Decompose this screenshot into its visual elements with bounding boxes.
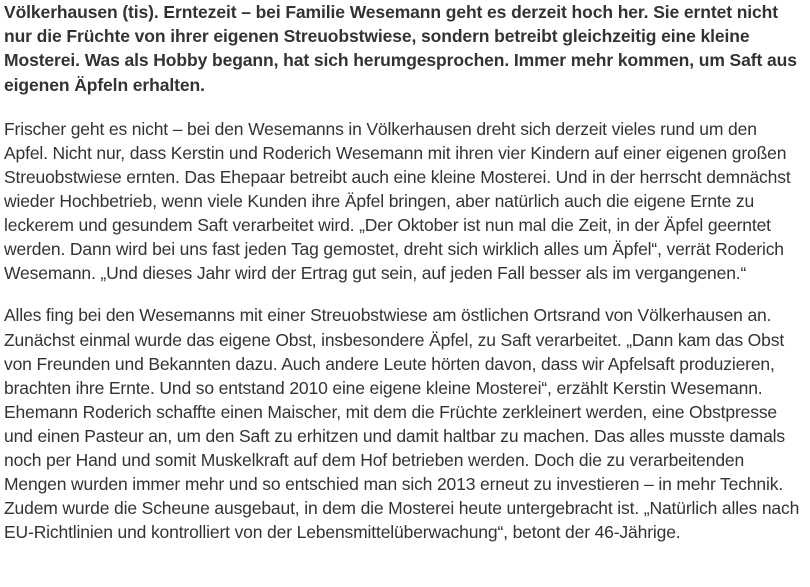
article-paragraph-1: Frischer geht es nicht – bei den Wesemanns in Völkerhausen dreht sich derzeit vieles rund um den Apfel. Nicht nur, dass Kerstin und Roderich Wesemann mit ihren vier Kindern auf einer eigenen großen Streuobstwiese ernten. Das Ehepaar betreibt auch eine kleine Mosterei. Und in der herrscht demnächst wieder Hochbetrieb, wenn viele Kunden ihre Äpfel bringen, aber natürlich auch die eigene Ernte zu leckerem und gesundem Saft verarbeitet wird. „Der Oktober ist nun mal die Zeit, in der Äpfel geerntet werden. Dann wird bei uns fast jeden Tag gemostet, dreht sich wirklich alles um Äpfel“, verrät Roderich Wesemann. „Und dieses Jahr wird der Ertrag gut sein, auf jeden Fall besser als im vergangenen.“ bbox=[4, 118, 791, 284]
article-lead: Völkerhausen (tis). Erntezeit – bei Familie Wesemann geht es derzeit hoch her. Sie erntet nicht nur die Früchte von ihrer eigenen Streuobstwiese, sondern betreibt gleichzeitig eine kleine Mosterei. Was als Hobby begann, hat sich herumgesprochen. Immer mehr kommen, um Saft aus eigenen Äpfeln erhalten. bbox=[4, 2, 797, 95]
article-paragraph-2: Alles fing bei den Wesemanns mit einer Streuobstwiese am östlichen Ortsrand von Völkerhausen an. Zunächst einmal wurde das eigene Obst, insbesondere Äpfel, zu Saft verarbeitet. „Dann kam das Obst von Freunden und Bekannten dazu. Auch andere Leute hörten davon, dass wir Apfelsaft produzieren, brachten ihre Ernte. Und so entstand 2010 eine eigene kleine Mosterei“, erzählt Kerstin Wesemann. Ehemann Roderich schaffte einen Maischer, mit dem die Früchte zerkleinert werden, eine Obstpresse und einen Pasteur an, um den Saft zu erhitzen und damit haltbar zu machen. Das alles musste damals noch per Hand und somit Muskelkraft auf dem Hof betrieben werden. Doch die zu verarbeitenden Mengen wurden immer mehr und so entschied man sich 2013 erneut zu investieren – in mehr Technik. Zudem wurde die Scheune ausgebaut, in dem die Mosterei heute untergebracht ist. „Natürlich alles nach EU-Richtlinien und kontrolliert von der Lebensmittelüberwachung“, betont der 46-Jährige. bbox=[4, 305, 800, 543]
article-body bbox=[4, 0, 804, 564]
